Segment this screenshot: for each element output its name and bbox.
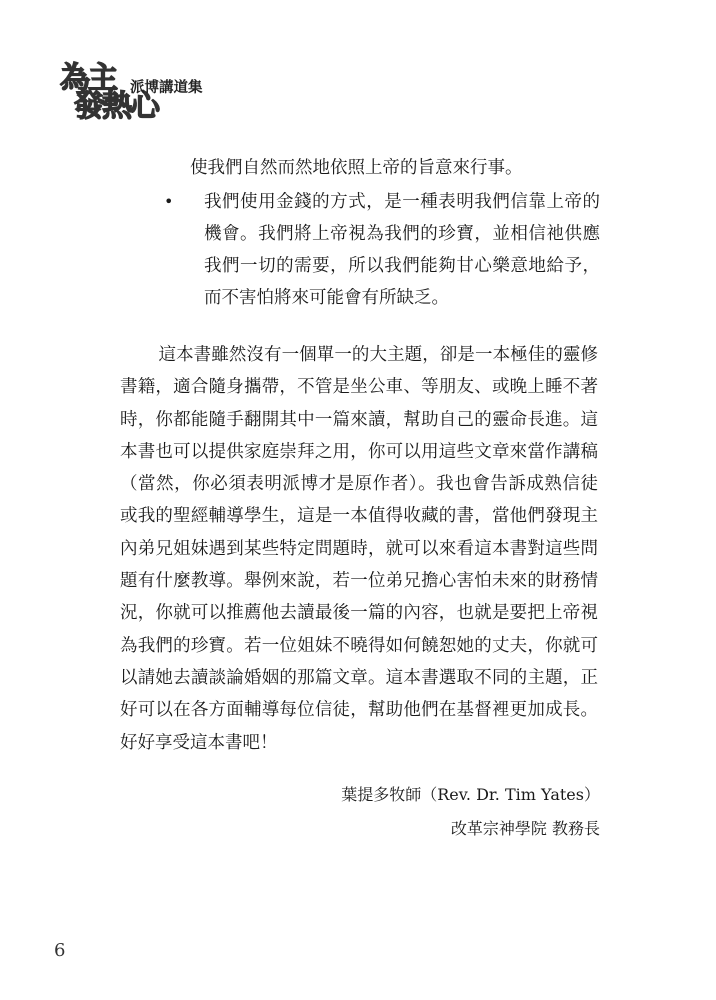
bullet-continuation: 使我們自然而然地依照上帝的旨意來行事。 <box>190 158 523 178</box>
body-paragraph: 這本書雖然沒有一個單一的大主題，卻是一本極佳的靈修書籍，適合隨身攜帶，不管是坐公車、等朋友、或晚上睡不著時，你都能隨手翻開其中一篇來讀，幫助自己的靈命長進。這本書也可以提供家庭崇拜之用，你可以用這些文章來當作講稿（當然，你必須表明派博才是原作者）。我也會告訴成熟信徒或我的聖經輔導學生，這是一本值得收藏的書，當他們發現主內弟兄姐妹遇到某些特定問題時，就可以來看這本書對這些問題有什麼教導。舉例來說，若一位弟兄擔心害怕未來的財務情況，你就可以推薦他去讀最後一篇的內容，也就是要把上帝視為我們的珍寶。若一位姐妹不曉得如何饒恕她的丈夫，你就可以請她去讀談論婚姻的那篇文章。這本書選取不同的主題，正好可以在各方面輔導每位信徒，幫助他們在基督裡更加成長。好好享受這本書吧！ <box>120 345 598 753</box>
page-number: 6 <box>54 940 66 961</box>
signature-title: 改革宗神學院 教務長 <box>450 819 600 838</box>
logo-line-1: 為主 <box>60 61 116 96</box>
series-title: 派博講道集 <box>130 79 203 96</box>
logo-line-2: 發熱心 <box>74 89 158 124</box>
signature-name: 葉提多牧師（Rev. Dr. Tim Yates） <box>341 785 600 804</box>
bullet-text: 我們使用金錢的方式，是一種表明我們信靠上帝的機會。我們將上帝視為我們的珍寶，並相信祂供應我們一切的需要，所以我們能夠甘心樂意地給予，而不害怕將來可能會有所缺乏。 <box>204 192 600 308</box>
signature-block <box>341 778 600 846</box>
bullet-icon: • <box>164 192 174 211</box>
running-header <box>60 62 260 128</box>
main-text <box>120 152 600 759</box>
bullet-item <box>120 186 600 314</box>
